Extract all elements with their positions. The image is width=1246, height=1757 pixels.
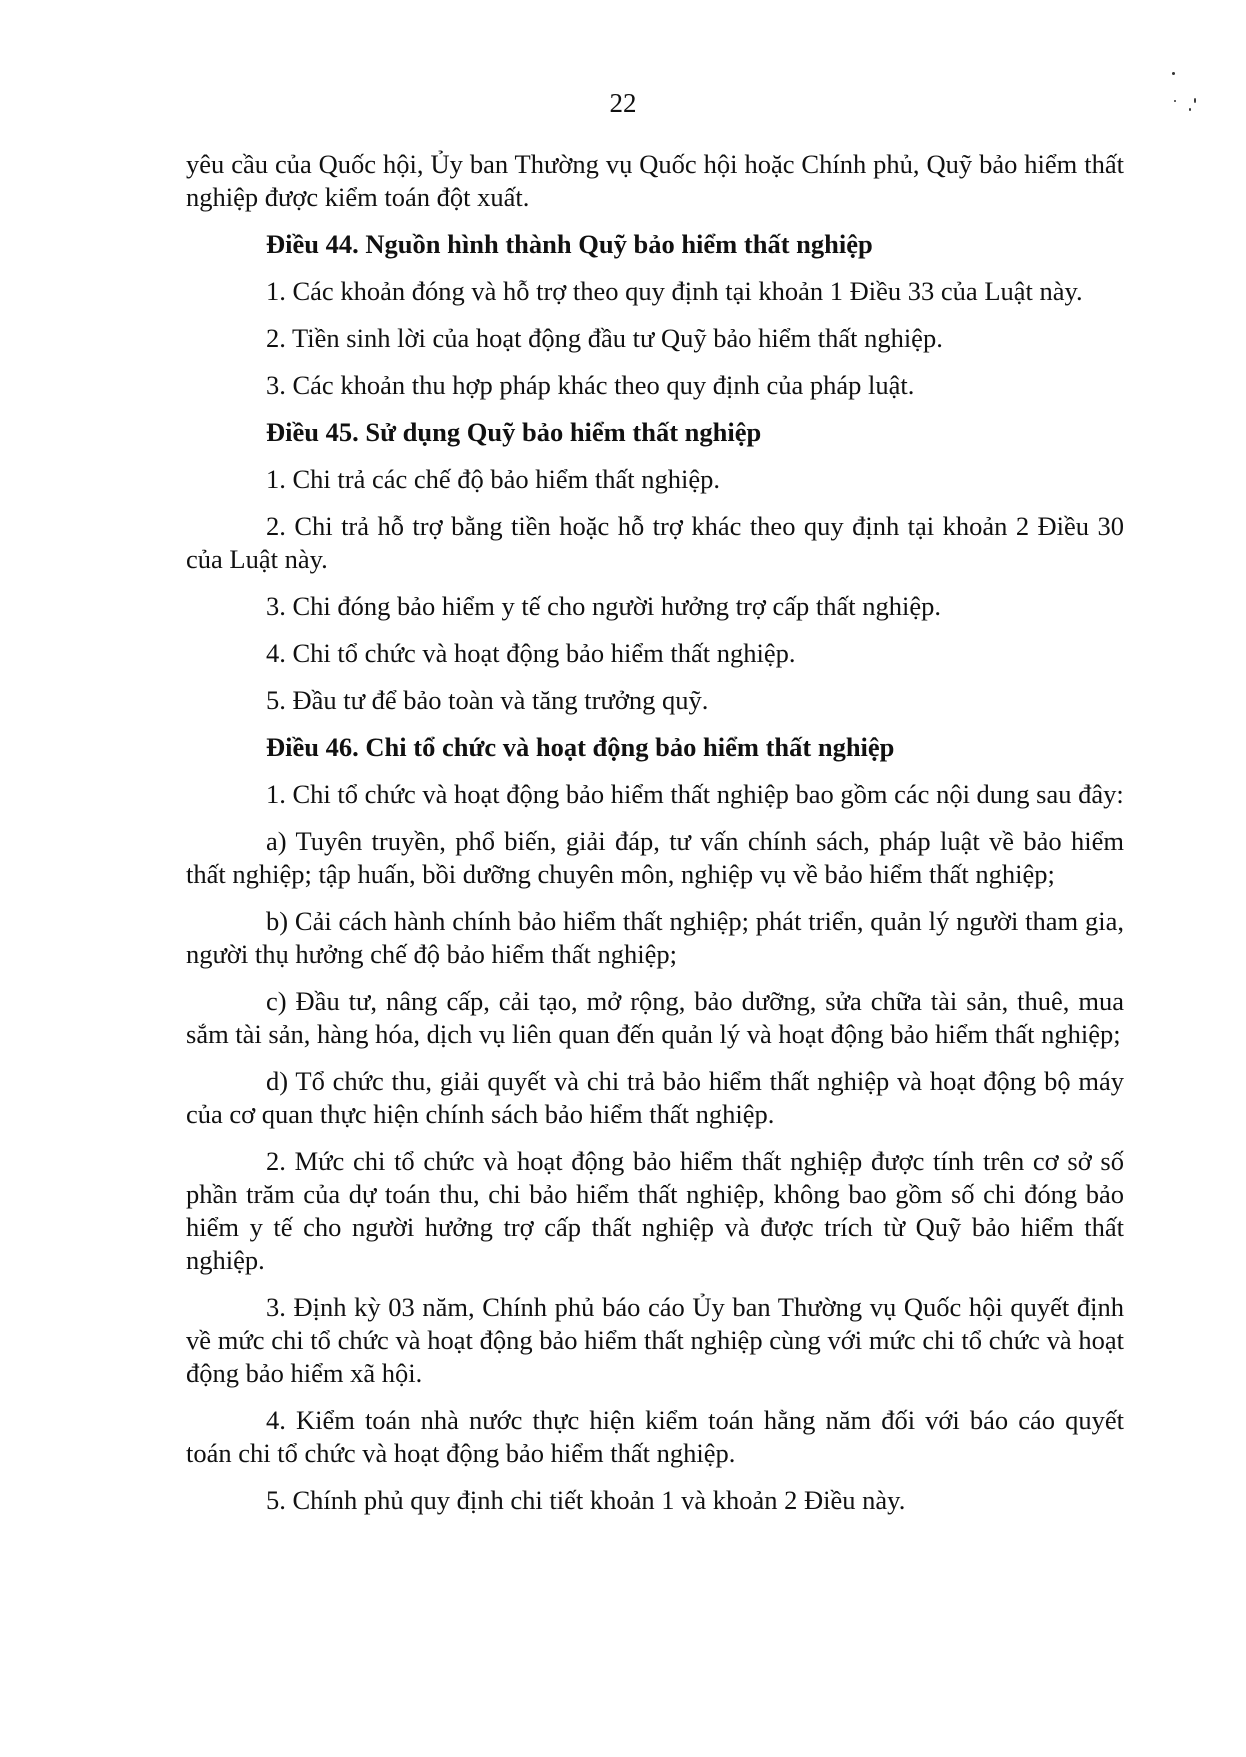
article-46-clause-1: 1. Chi tổ chức và hoạt động bảo hiểm thất nghiệp bao gồm các nội dung sau đây: <box>266 779 1124 809</box>
article-46-point-a: a) Tuyên truyền, phổ biến, giải đáp, tư vấn chính sách, pháp luật về bảo hiểm thất nghiệp; tập huấn, bồi dưỡng chuyên môn, nghiệp vụ về bảo hiểm thất nghiệp; <box>186 826 1124 889</box>
scan-speck <box>1189 108 1191 111</box>
article-46-point-d: d) Tổ chức thu, giải quyết và chi trả bảo hiểm thất nghiệp và hoạt động bộ máy của cơ quan thực hiện chính sách bảo hiểm thất nghiệp. <box>186 1066 1124 1129</box>
scan-speck <box>1172 72 1175 75</box>
article-45-clause-4: 4. Chi tổ chức và hoạt động bảo hiểm thất nghiệp. <box>266 638 796 668</box>
article-44-clause-3: 3. Các khoản thu hợp pháp khác theo quy định của pháp luật. <box>266 370 915 400</box>
article-45-clause-5: 5. Đầu tư để bảo toàn và tăng trưởng quỹ. <box>266 685 709 715</box>
article-45-clause-2: 2. Chi trả hỗ trợ bằng tiền hoặc hỗ trợ khác theo quy định tại khoản 2 Điều 30 của Luật này. <box>186 511 1124 574</box>
article-45-clause-3: 3. Chi đóng bảo hiểm y tế cho người hưởng trợ cấp thất nghiệp. <box>266 591 941 621</box>
article-44-clause-1: 1. Các khoản đóng và hỗ trợ theo quy định tại khoản 1 Điều 33 của Luật này. <box>266 276 1083 306</box>
article-46-point-c: c) Đầu tư, nâng cấp, cải tạo, mở rộng, bảo dưỡng, sửa chữa tài sản, thuê, mua sắm tài sản, hàng hóa, dịch vụ liên quan đến quản lý và hoạt động bảo hiểm thất nghiệp; <box>186 986 1124 1049</box>
article-46-clause-3: 3. Định kỳ 03 năm, Chính phủ báo cáo Ủy ban Thường vụ Quốc hội quyết định về mức chi tổ chức và hoạt động bảo hiểm thất nghiệp cùng với mức chi tổ chức và hoạt động bảo hiểm xã hội. <box>186 1292 1124 1388</box>
article-46-clause-2: 2. Mức chi tổ chức và hoạt động bảo hiểm thất nghiệp được tính trên cơ sở số phần trăm của dự toán thu, chi bảo hiểm thất nghiệp, không bao gồm số chi đóng bảo hiểm y tế cho người hưởng trợ cấp thất nghiệp và được trích từ Quỹ bảo hiểm thất nghiệp. <box>186 1146 1124 1275</box>
continuation-paragraph: yêu cầu của Quốc hội, Ủy ban Thường vụ Quốc hội hoặc Chính phủ, Quỹ bảo hiểm thất nghiệp được kiểm toán đột xuất. <box>186 149 1124 212</box>
article-45-clause-1: 1. Chi trả các chế độ bảo hiểm thất nghiệp. <box>266 464 721 494</box>
article-46-heading: Điều 46. Chi tổ chức và hoạt động bảo hiểm thất nghiệp <box>266 732 895 762</box>
document-body <box>186 148 1124 1531</box>
scan-speck <box>1194 98 1196 103</box>
article-44-heading: Điều 44. Nguồn hình thành Quỹ bảo hiểm thất nghiệp <box>266 229 873 259</box>
article-44-clause-2: 2. Tiền sinh lời của hoạt động đầu tư Quỹ bảo hiểm thất nghiệp. <box>266 323 943 353</box>
article-46-clause-5: 5. Chính phủ quy định chi tiết khoản 1 và khoản 2 Điều này. <box>266 1485 906 1515</box>
article-45-heading: Điều 45. Sử dụng Quỹ bảo hiểm thất nghiệp <box>266 417 762 447</box>
page-number: 22 <box>609 88 637 118</box>
scan-speck <box>1174 100 1176 102</box>
article-46-clause-4: 4. Kiểm toán nhà nước thực hiện kiểm toán hằng năm đối với báo cáo quyết toán chi tổ chức và hoạt động bảo hiểm thất nghiệp. <box>186 1405 1124 1468</box>
article-46-point-b: b) Cải cách hành chính bảo hiểm thất nghiệp; phát triển, quản lý người tham gia, người thụ hưởng chế độ bảo hiểm thất nghiệp; <box>186 906 1124 969</box>
